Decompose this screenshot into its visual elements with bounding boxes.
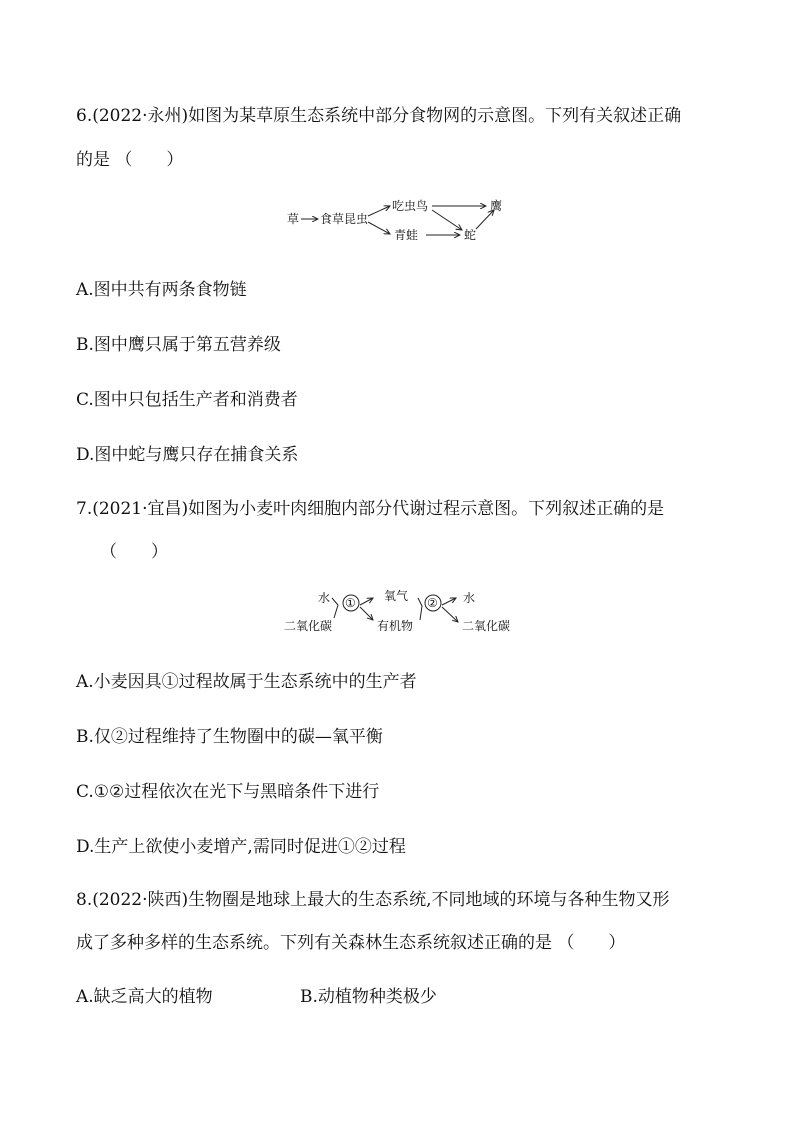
oxygen-label: 氧气 [384, 589, 409, 603]
q6-stem-line2: 的是 （ ） [76, 150, 184, 170]
co2-right: 二氧化碳 [462, 619, 511, 633]
arrow-insect-frog [368, 222, 390, 234]
arrow-to-co2 [442, 607, 458, 622]
node-frog: 青蛙 [394, 228, 419, 242]
water-left: 水 [318, 591, 331, 605]
q6-stem-line1: 6.(2022·永州)如图为某草原生态系统中部分食物网的示意图。下列有关叙述正确 [76, 106, 682, 126]
q8-option-b: B.动植物种类极少 [300, 987, 437, 1007]
q7-option-d: D.生产上欲使小麦增产,需同时促进①②过程 [76, 837, 406, 857]
node-insect: 食草昆虫 [320, 212, 369, 226]
q6-option-b: B.图中鹰只属于第五营养级 [76, 335, 281, 355]
node-snake: 蛇 [464, 228, 477, 242]
q8-stem-line1: 8.(2022·陕西)生物圈是地球上最大的生态系统,不同地域的环境与各种生物又形 [76, 890, 670, 910]
process-2-label: ② [427, 596, 438, 610]
food-web-diagram [282, 194, 512, 248]
q8-option-a: A.缺乏高大的植物 [76, 987, 213, 1007]
arrow-to-water [442, 598, 456, 605]
co2-left: 二氧化碳 [284, 619, 333, 633]
q6-option-c: C.图中只包括生产者和消费者 [76, 390, 298, 410]
arrow-insect-bird [368, 206, 390, 216]
q7-option-b: B.仅②过程维持了生物圈中的碳—氧平衡 [76, 727, 383, 747]
arrow-bird-snake [432, 210, 462, 230]
merge-left [332, 598, 338, 618]
q7-option-c: C.①②过程依次在光下与黑暗条件下进行 [76, 782, 380, 802]
node-grass: 草 [287, 212, 300, 226]
process-1-label: ① [345, 596, 356, 610]
arrow-to-oxygen [360, 598, 373, 605]
arrow-to-organic [360, 607, 373, 620]
water-right: 水 [463, 591, 476, 605]
q7-option-a: A.小麦因具①过程故属于生态系统中的生产者 [76, 672, 417, 692]
organic-label: 有机物 [377, 619, 414, 633]
node-bird: 吃虫鸟 [392, 199, 429, 213]
q7-stem-line2: （ ） [100, 542, 168, 562]
merge-right [418, 598, 422, 620]
q8-stem-line2: 成了多种多样的生态系统。下列有关森林生态系统叙述正确的是 （ ） [76, 933, 626, 953]
metabolism-diagram [280, 586, 520, 636]
node-eagle: 鹰 [490, 199, 503, 213]
q7-stem-line1: 7.(2021·宜昌)如图为小麦叶肉细胞内部分代谢过程示意图。下列叙述正确的是 [76, 499, 665, 519]
q6-option-a: A.图中共有两条食物链 [76, 280, 247, 300]
q6-option-d: D.图中蛇与鹰只存在捕食关系 [76, 445, 299, 465]
